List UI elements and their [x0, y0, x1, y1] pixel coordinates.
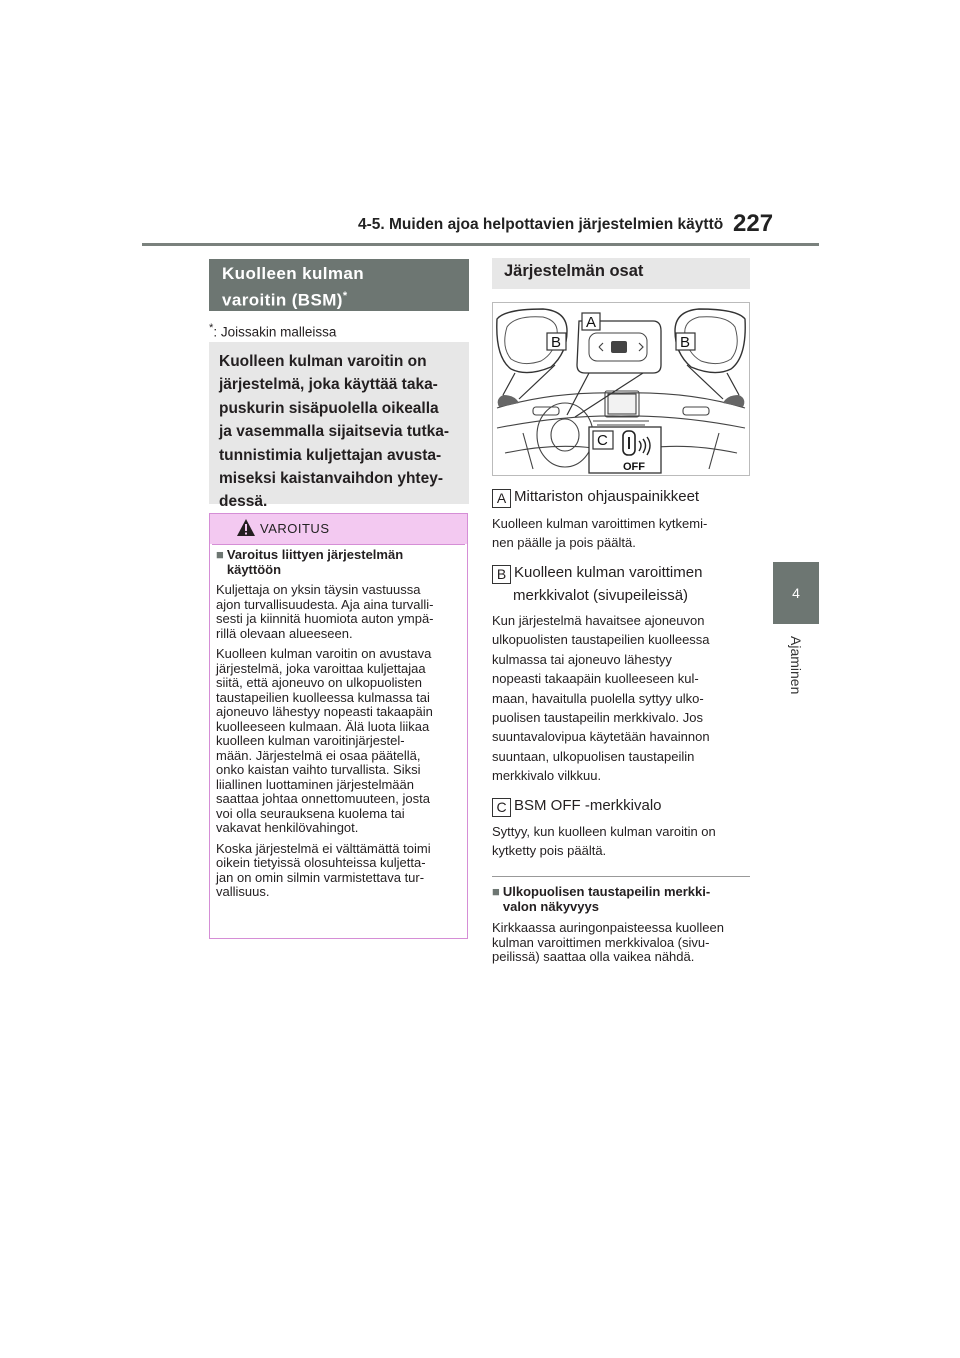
warning-subheading-line: käyttöön — [226, 561, 282, 577]
callout-b-left: B — [551, 334, 562, 351]
dashboard-illustration — [492, 302, 750, 476]
intro-line: dessä. — [219, 493, 268, 511]
warning-line: Kuolleen kulman varoitin on avustava — [216, 646, 432, 661]
section-heading-components-text: Järjestelmän osat — [504, 262, 644, 280]
warning-line: vakavat henkilövahingot. — [216, 820, 359, 835]
section-heading-components — [492, 258, 750, 289]
callout-c: C — [597, 432, 608, 449]
warning-paragraph — [216, 583, 461, 641]
item-b-title: Kuolleen kulman varoittimen — [514, 564, 703, 581]
square-bullet-icon: ■ — [216, 547, 224, 562]
item-b-description — [492, 611, 750, 786]
warning-line: Kuljettaja on yksin täysin vastuussa — [216, 582, 421, 597]
item-b-title-line2: merkkivalot (sivupeileissä) — [513, 587, 689, 604]
item-b-line: suuntavalovipua käytetään havainnon — [492, 729, 710, 745]
callout-a: A — [586, 314, 597, 331]
note-heading — [492, 885, 750, 914]
item-b-line: nopeasti takaapäin kuolleeseen kul- — [492, 671, 699, 687]
chapter-tab[interactable] — [773, 562, 819, 624]
item-b-heading — [492, 561, 750, 607]
item-a-description — [492, 514, 750, 553]
note-line: Kirkkaassa auringonpaisteessa kuolleen — [492, 920, 724, 935]
warning-line: ajoneuvo lähestyy nopeasti takaapäin — [216, 704, 433, 719]
section-heading-line1: Kuolleen kulman — [222, 264, 365, 283]
warning-line: järjestelmä, joka varoittaa kuljettajaa — [216, 660, 426, 676]
dashboard-drawing — [493, 303, 749, 475]
note-heading-line: valon näkyvyys — [502, 898, 599, 914]
warning-label: VAROITUS — [260, 521, 330, 536]
chapter-tab-label-text: Ajaminen — [788, 635, 804, 695]
warning-line: voi olla seurauksena kuolema tai — [216, 805, 405, 821]
item-a-title: Mittariston ohjauspainikkeet — [514, 488, 700, 505]
note-divider — [492, 876, 750, 877]
chapter-title: 4-5. Muiden ajoa helpottavien järjestelmien käyttö — [358, 216, 724, 233]
intro-line: miseksi kaistanvaihdon yhtey- — [219, 470, 443, 488]
warning-line: rillä olevaan alueeseen. — [216, 625, 353, 641]
item-c-line: kytketty pois päältä. — [492, 843, 607, 859]
letter-box-c: C — [492, 798, 511, 817]
intro-line: puskurin sisäpuolella oikealla — [219, 399, 439, 417]
square-bullet-icon: ■ — [492, 884, 500, 899]
item-c-title: BSM OFF -merkkivalo — [514, 797, 662, 814]
warning-header — [210, 514, 467, 544]
warning-line: liiallinen luottaminen järjestelmään — [216, 776, 414, 792]
chapter-tab-label — [773, 630, 819, 700]
item-a-line: Kuolleen kulman varoittimen kytkemi- — [492, 516, 708, 531]
item-b-line: puolisen taustapeilin merkkivalo. Jos — [492, 710, 703, 726]
intro-line: ja vasemmalla sijaitsevia tutka- — [219, 423, 450, 441]
letter-box-b: B — [492, 565, 511, 584]
warning-line: onko kaistan vaihto turvallista. Siksi — [216, 762, 421, 777]
section-heading-line2 — [222, 285, 364, 312]
warning-line: Koska järjestelmä ei välttämättä toimi — [216, 840, 431, 856]
warning-subheading-line: Varoitus liittyen järjestelmän — [226, 547, 404, 562]
warning-line: kuolleeseen kulmaan. Älä luota liikaa — [216, 718, 430, 734]
intro-line: tunnistimia kuljettajan avusta- — [219, 446, 442, 464]
note-heading-text — [503, 885, 710, 914]
intro-box — [209, 342, 469, 511]
intro-line: järjestelmä, joka käyttää taka- — [219, 376, 438, 394]
warning-subheading — [216, 548, 461, 577]
item-b-line: ulkopuolisten taustapeilien kuolleessa — [492, 632, 710, 648]
item-c-heading — [492, 794, 662, 817]
warning-line: taustapeilien kuolleessa kulmassa tai — [216, 689, 430, 705]
item-a-heading — [492, 485, 699, 508]
page-number: 227 — [733, 210, 774, 237]
section-heading-line2-text: varoitin (BSM) — [222, 290, 343, 310]
callout-b-right: B — [680, 334, 691, 351]
warning-line: oikein tietyissä olosuhteissa kuljetta- — [216, 855, 426, 870]
warning-line: kuolleen kulman varoitinjärjestel- — [216, 733, 405, 748]
section-heading-bsm — [209, 259, 469, 311]
warning-body — [216, 548, 461, 906]
warning-line: sesti ja kiinnitä huomiota auton ympä- — [216, 611, 434, 626]
warning-line: jan on omin silmin varmistettava tur- — [216, 869, 425, 885]
warning-divider — [212, 544, 465, 545]
off-label: OFF — [623, 461, 645, 473]
warning-line: ajon turvallisuudesta. Aja aina turvalli- — [216, 596, 434, 612]
header-divider — [142, 243, 819, 246]
footnote — [209, 322, 336, 340]
note-line: peilissä) saattaa olla vaikea nähdä. — [492, 949, 695, 964]
note-body — [492, 921, 750, 965]
item-b-line: suuntaan, ulkopuolisen taustapeilin — [492, 748, 695, 764]
item-c-description — [492, 822, 750, 861]
intro-line: Kuolleen kulman varoitin on — [219, 353, 427, 370]
item-b-line: maan, havaitulla puolella syttyy ulko- — [492, 690, 704, 706]
note-line: kulman varoittimen merkkivaloa (sivu- — [492, 934, 710, 950]
item-b-line: merkkivalo vilkkuu. — [492, 768, 602, 784]
warning-line: mään. Järjestelmä ei osaa päätellä, — [216, 747, 421, 763]
warning-line: saattaa johtaa onnettomuuteen, josta — [216, 791, 430, 806]
warning-triangle-icon — [236, 518, 256, 537]
warning-paragraph — [216, 842, 461, 900]
asterisk-mark: * — [342, 290, 348, 302]
item-a-line: nen päälle ja pois päältä. — [492, 535, 636, 551]
chapter-tab-number: 4 — [792, 585, 800, 601]
warning-subheading-text — [227, 548, 403, 577]
warning-line: siitä, että ajoneuvo on ulkopuolisten — [216, 675, 422, 690]
warning-line: vallisuus. — [216, 884, 270, 899]
item-b-line: Kun järjestelmä havaitsee ajoneuvon — [492, 613, 705, 628]
item-b-line: kulmassa tai ajoneuvo lähestyy — [492, 651, 672, 667]
warning-box — [209, 513, 468, 939]
footnote-mark: * — [209, 322, 214, 334]
warning-paragraph — [216, 647, 461, 836]
note-heading-line: Ulkopuolisen taustapeilin merkki- — [502, 884, 711, 899]
letter-box-a: A — [492, 489, 511, 508]
item-c-line: Syttyy, kun kuolleen kulman varoitin on — [492, 824, 716, 839]
footnote-text: : Joissakin malleissa — [213, 324, 337, 340]
